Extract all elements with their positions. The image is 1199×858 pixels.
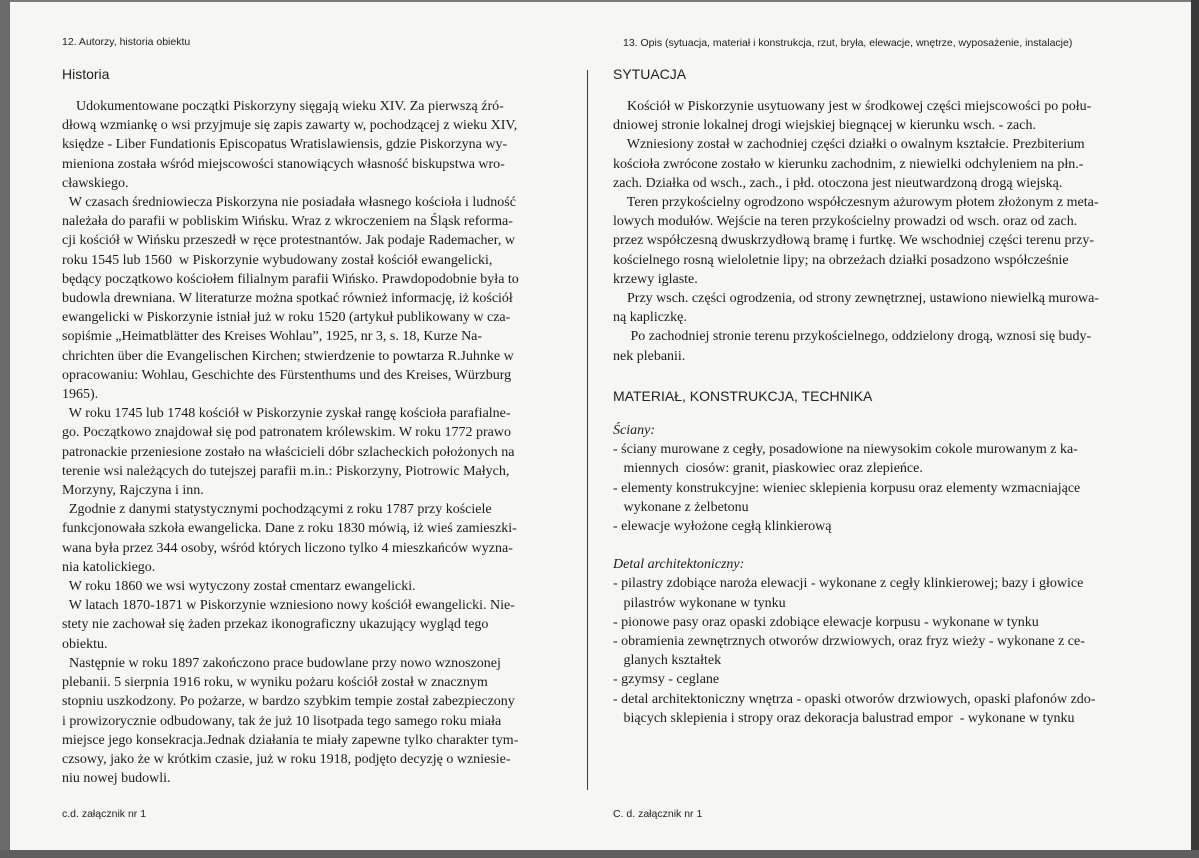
text-line: Przy wsch. części ogrodzenia, od strony zewnętrznej, ustawiono niewielką murowa- [613,291,1099,307]
text-line: ewangelicki w Piskorzynie istniał już w roku 1520 (artykuł publikowany w cza- [62,310,511,326]
text-line: będący początkowo kościołem filialnym parafii Wińsko. Prawdopodobnie była to [62,271,519,287]
text-line: i prowizorycznie odbudowany, tak że już 10 lisotpada tego samego roku miała [62,713,502,729]
list-item: miennych ciosów: granit, piaskowiec oraz zlepieńce. [613,461,923,477]
text-line: funkcjonowała szkoła ewangelicka. Dane z roku 1830 mówią, iż wieś zamieszki- [62,521,517,537]
text-line: Następnie w roku 1897 zakończono prace budowlane przy nowo wznoszonej [62,655,501,671]
history-section-title: Historia [62,66,110,82]
column-divider [587,70,588,790]
text-line: opracowaniu: Wohlau, Geschichte des Fürstenthums und des Kreises, Würzburg [62,367,512,383]
text-line: Udokumentowane początki Piskorzyny sięgają wieku XIV. Za pierwszą źró- [62,99,504,114]
walls-list [613,440,1135,536]
text-line: stopniu uszkodzony. Po pożarze, w bardzo szybkim tempie został zabezpieczony [62,694,515,710]
text-line: W latach 1870-1871 w Piskorzynie wzniesiono nowy kościół ewangelicki. Nie- [62,598,515,614]
text-line: sopiśmie „Heimatblätter des Kreises Wohlau”, 1925, nr 3, s. 18, Kurze Na- [62,329,483,345]
scan-border-right [1191,0,1199,858]
text-line: chrichten über die Evangelischen Kirchen; stwierdzenie to powtarza R.Juhnke w [62,348,514,364]
list-item: - pionowe pasy oraz opaski zdobiące elewacje korpusu - wykonane w tynku [613,614,1039,630]
material-section-title: MATERIAŁ, KONSTRUKCJA, TECHNIKA [613,388,873,404]
text-line: Morzyny, Rajczyna i inn. [62,483,204,499]
text-line: cji kościół w Wińsku przeszedł w ręce protestnantów. Jak podaje Rademacher, w [62,233,515,249]
detail-list [613,574,1135,728]
text-line: Zgodnie z danymi statystycznymi pochodzącymi z roku 1787 przy kościele [62,502,492,518]
text-line: zach. Działka od wsch., zach., i płd. otoczona jest nieutwardzoną drogą wiejską. [613,175,1063,191]
list-item: pilastrów wykonane w tynku [613,595,786,611]
list-item: - detal architektoniczny wnętrza - opaski otworów drzwiowych, opaski plafonów zdo- [613,691,1096,707]
list-item: - elewacje wyłożone cegłą klinkierową [613,519,832,535]
detail-heading: Detal architektoniczny: [613,557,745,573]
text-line: wana była przez 344 osoby, wśród których liczono tylko 4 mieszkańców wyzna- [62,540,513,556]
text-line: mieniona została wśród miejscowości stanowiących własność biskupstwa wro- [62,156,505,172]
text-line: nia katolickiego. [62,559,156,575]
text-line: W czasach średniowiecza Piskorzyna nie posiadała własnego kościoła i ludność [62,195,516,211]
list-item: - ściany murowane z cegły, posadowione na niewysokim cokole murowanym z ka- [613,442,1078,458]
text-line: Kościół w Piskorzynie usytuowany jest w środkowej części miejscowości po połu- [613,99,1092,114]
list-item: - gzymsy - ceglane [613,672,720,688]
text-line: go. Początkowo znajdował się pod patronatem królewskim. W roku 1772 prawo [62,425,511,441]
list-item: - pilastry zdobiące naroża elewacji - wykonane z cegły klinkierowej; bazy i głowice [613,576,1084,592]
list-item: - elementy konstrukcyjne: wieniec sklepienia korpusu oraz elementy wzmacniające [613,480,1081,496]
text-line: czsowy, jako że w krótkim czasie, już w roku 1918, podjęto decyzję o wzniesie- [62,751,511,767]
text-line: Po zachodniej stronie terenu przykościelnego, oddzielony drogą, wznosi się budy- [613,329,1092,345]
text-line: lowych modułów. Wejście na teren przykościelny prowadzi od wsch. oraz od zach. [613,214,1078,230]
text-line: terenie wsi należących do tutejszej parafii m.in.: Piskorzyny, Piotrowic Małych, [62,463,510,479]
situation-text [613,97,1135,366]
text-line: plebanii. 5 sierpnia 1916 roku, w wyniku pożaru kościół został w znacznym [62,675,488,691]
text-line: budowla drewniana. W literaturze można spotkać również informację, iż kościół [62,291,513,307]
left-page-header: 12. Autorzy, historia obiektu [62,36,191,48]
text-line: księdze - Liber Fundationis Episcopatus Wratislawiensis, gdzie Piskorzyna wy- [62,137,508,153]
walls-heading: Ściany: [613,423,655,438]
material-text [613,421,1135,728]
text-line: dniowej stronie lokalnej drogi wiejskiej biegnącej w kierunku wsch. - zach. [613,118,1036,134]
situation-section-title: SYTUACJA [613,66,687,82]
text-line: Wzniesiony został w zachodniej części działki o owalnym kształcie. Prezbiterium [613,137,1085,153]
text-line: roku 1545 lub 1560 w Piskorzynie wybudowany został kościół ewangelicki, [62,252,493,268]
list-item: - obramienia zewnętrznych otworów drzwiowych, oraz fryz wieży - wykonane z ce- [613,634,1085,650]
list-item: wykonane z żelbetonu [613,499,749,515]
text-line: Teren przykościelny ogrodzono współczesnym ażurowym płotem złożonym z meta- [613,195,1099,211]
text-line: kościoła zwrócone zostało w kierunku zachodnim, z niewielki odchyleniem na płn.- [613,156,1084,172]
list-item: biących sklepienia i stropy oraz dekoracja balustrad empor - wykonane w tynku [613,710,1075,726]
text-line: patronackie przeniesione zostało na właścicieli dóbr szlacheckich położonych na [62,444,515,460]
text-line: kościelnego rosną wieloletnie lipy; na obrzeżach działki posadzono współcześnie [613,252,1069,268]
text-line: stety nie zachował się żaden przekaz ikonograficzny ukazujący wygląd tego [62,617,489,633]
right-page-header: 13. Opis (sytuacja, materiał i konstrukcja, rzut, bryła, elewacje, wnętrze, wyposażenie, instalacje) [623,37,1073,49]
right-page-footer: C. d. załącznik nr 1 [613,808,703,820]
list-item: glanych kształtek [613,653,722,669]
left-page-footer: c.d. załącznik nr 1 [62,808,147,820]
text-line: krzewy iglaste. [613,271,698,287]
text-line: 1965). [62,387,99,403]
text-line: miejsce jego konsekracja.Jednak działania te miały zapewne tylko charakter tym- [62,732,519,748]
scan-border-left [0,0,10,858]
text-line: ną kapliczkę. [613,310,687,326]
text-line: nek plebanii. [613,348,686,364]
text-line: przez współczesną dwuskrzydłową bramę i furtkę. We wschodniej części terenu przy- [613,233,1095,249]
history-text [62,97,560,788]
text-line: W roku 1745 lub 1748 kościół w Piskorzynie zyskał rangę kościoła parafialne- [62,406,511,422]
text-line: cławskiego. [62,175,129,191]
text-line: dłową wzmiankę o wsi przyjmuje się zapis zawarty w, pochodzącej z wieku XIV, [62,118,518,134]
text-line: W roku 1860 we wsi wytyczony został cmentarz ewangelicki. [62,579,416,595]
text-line: należała do parafii w pobliskim Wińsku. Wraz z wkroczeniem na Śląsk reforma- [62,214,513,230]
text-line: obiektu. [62,636,108,652]
scan-border-bottom [0,850,1199,858]
text-line: niu nowej budowli. [62,771,171,787]
